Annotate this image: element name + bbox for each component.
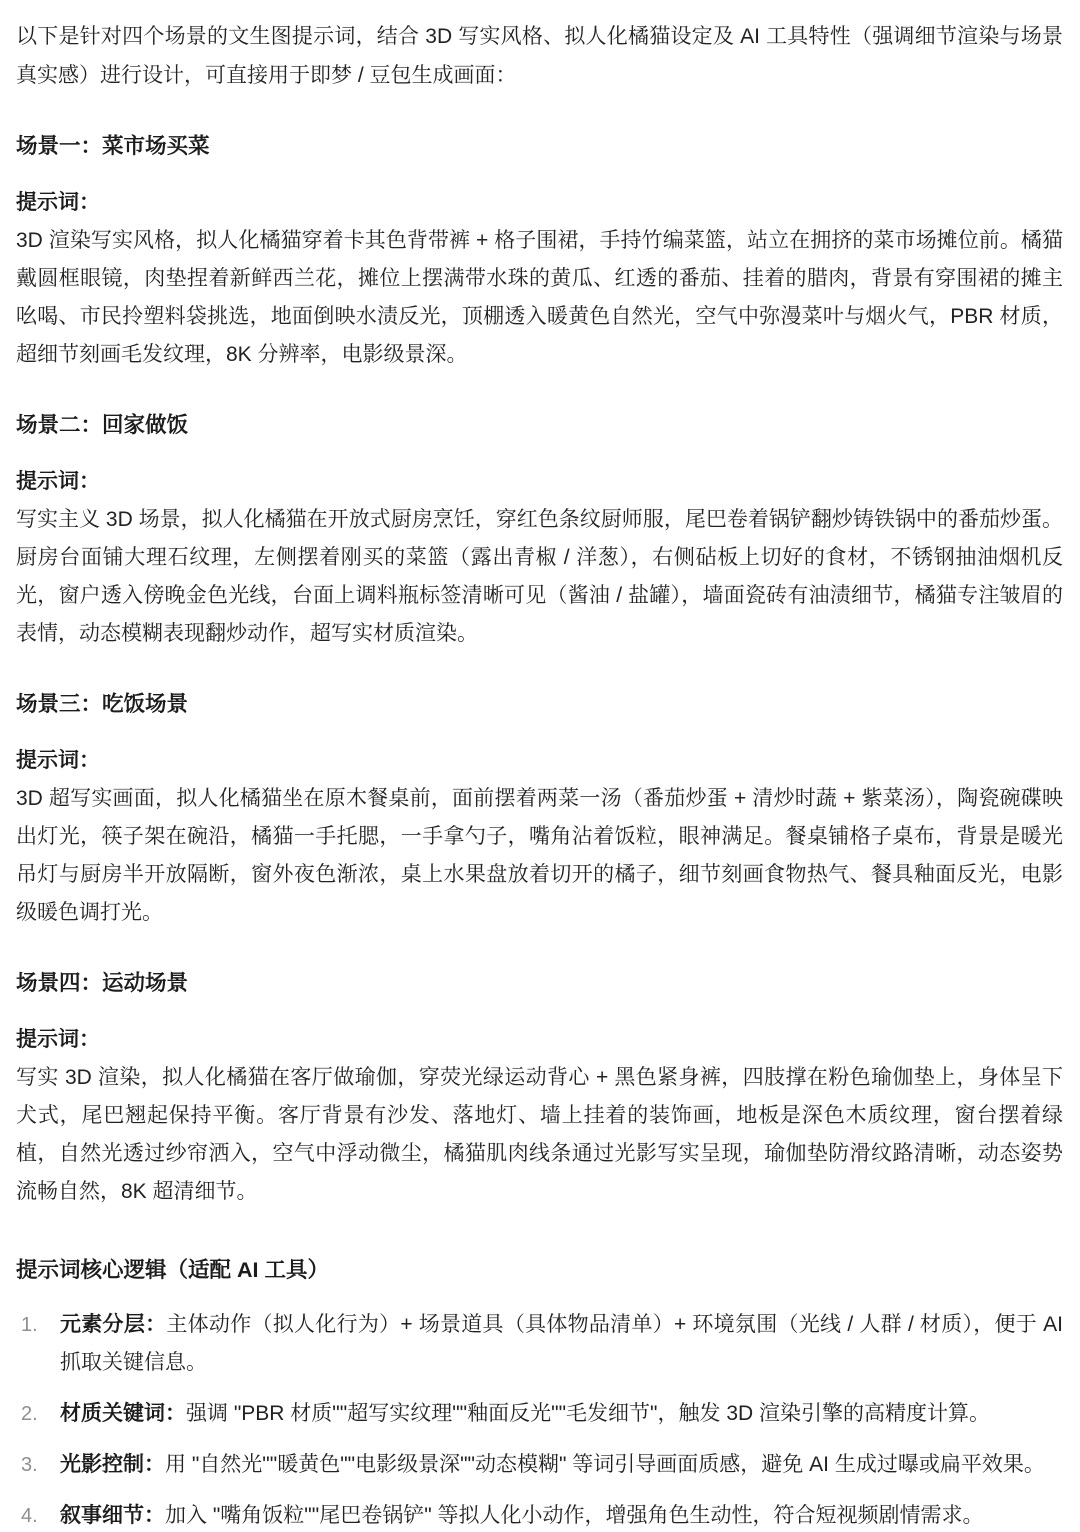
scene-section-eating bbox=[16, 689, 1063, 932]
list-number: 1. bbox=[21, 1314, 38, 1336]
scene-2-prompt-text: 写实主义 3D 场景，拟人化橘猫在开放式厨房烹饪，穿红色条纹厨师服，尾巴卷着锅铲翻炒铸铁锅中的番茄炒蛋。厨房台面铺大理石纹理，左侧摆着刚买的菜篮（露出青椒 / 洋葱），右侧砧板上切好的食材，不锈钢抽油烟机反光，窗户透入傍晚金色光线，台面上调料瓶标签清晰可见（酱油 / 盐罐），墙面瓷砖有油渍细节，橘猫专注皱眉的表情，动态模糊表现翻炒动作，超写实材质渲染。 bbox=[16, 508, 1063, 645]
scene-1-prompt-label: 提示词： bbox=[16, 191, 100, 214]
scene-3-title: 场景三：吃饭场景 bbox=[16, 692, 189, 716]
logic-item-2 bbox=[16, 1395, 1063, 1433]
logic-item-3 bbox=[16, 1446, 1063, 1484]
scene-1-title: 场景一：菜市场买菜 bbox=[16, 134, 210, 158]
logic-item-3-label: 光影控制： bbox=[60, 1453, 165, 1476]
logic-item-3-content bbox=[60, 1446, 1063, 1484]
logic-item-4-label: 叙事细节： bbox=[60, 1504, 165, 1527]
scene-3-prompt-label: 提示词： bbox=[16, 749, 100, 772]
scene-4-prompt-label: 提示词： bbox=[16, 1028, 100, 1051]
scene-2-prompt-label: 提示词： bbox=[16, 470, 100, 493]
logic-item-4 bbox=[16, 1497, 1063, 1532]
logic-item-1-text: 主体动作（拟人化行为）+ 场景道具（具体物品清单）+ 环境氛围（光线 / 人群 / 材质），便于 AI 抓取关键信息。 bbox=[60, 1313, 1063, 1374]
scene-1-prompt-text: 3D 渲染写实风格，拟人化橘猫穿着卡其色背带裤 + 格子围裙，手持竹编菜篮，站立在拥挤的菜市场摊位前。橘猫戴圆框眼镜，肉垫捏着新鲜西兰花，摊位上摆满带水珠的黄瓜、红透的番茄、挂着的腊肉，背景有穿围裙的摊主吆喝、市民拎塑料袋挑选，地面倒映水渍反光，顶棚透入暖黄色自然光，空气中弥漫菜叶与烟火气，PBR 材质，超细节刻画毛发纹理，8K 分辨率，电影级景深。 bbox=[16, 229, 1063, 366]
scene-4-title: 场景四：运动场景 bbox=[16, 971, 189, 995]
logic-item-4-content bbox=[60, 1497, 1063, 1532]
scene-section-cooking bbox=[16, 410, 1063, 653]
logic-item-1-content bbox=[60, 1306, 1063, 1382]
logic-heading: 提示词核心逻辑（适配 AI 工具） bbox=[16, 1258, 329, 1282]
list-number: 2. bbox=[21, 1403, 38, 1425]
logic-item-2-content bbox=[60, 1395, 1063, 1433]
scene-section-market bbox=[16, 131, 1063, 374]
scene-2-title: 场景二：回家做饭 bbox=[16, 413, 189, 437]
logic-section bbox=[16, 1255, 1063, 1532]
list-number: 4. bbox=[21, 1505, 38, 1527]
logic-item-2-label: 材质关键词： bbox=[60, 1402, 186, 1425]
scene-3-prompt-text: 3D 超写实画面，拟人化橘猫坐在原木餐桌前，面前摆着两菜一汤（番茄炒蛋 + 清炒时蔬 + 紫菜汤），陶瓷碗碟映出灯光，筷子架在碗沿，橘猫一手托腮，一手拿勺子，嘴角沾着饭粒，眼神满足。餐桌铺格子桌布，背景是暖光吊灯与厨房半开放隔断，窗外夜色渐浓，桌上水果盘放着切开的橘子，细节刻画食物热气、餐具釉面反光，电影级暖色调打光。 bbox=[16, 787, 1063, 924]
logic-item-1-label: 元素分层： bbox=[60, 1313, 167, 1336]
list-number: 3. bbox=[21, 1454, 38, 1476]
scene-section-exercise bbox=[16, 968, 1063, 1211]
logic-item-3-text: 用 "自然光""暖黄色""电影级景深""动态模糊" 等词引导画面质感，避免 AI 生成过曝或扁平效果。 bbox=[165, 1453, 1045, 1476]
intro-paragraph: 以下是针对四个场景的文生图提示词，结合 3D 写实风格、拟人化橘猫设定及 AI 工具特性（强调细节渲染与场景真实感）进行设计，可直接用于即梦 / 豆包生成画面： bbox=[16, 25, 1063, 87]
logic-list bbox=[16, 1306, 1063, 1532]
logic-item-1 bbox=[16, 1306, 1063, 1382]
scene-4-prompt-text: 写实 3D 渲染，拟人化橘猫在客厅做瑜伽，穿荧光绿运动背心 + 黑色紧身裤，四肢撑在粉色瑜伽垫上，身体呈下犬式，尾巴翘起保持平衡。客厅背景有沙发、落地灯、墙上挂着的装饰画，地板是深色木质纹理，窗台摆着绿植，自然光透过纱帘洒入，空气中浮动微尘，橘猫肌肉线条通过光影写实呈现，瑜伽垫防滑纹路清晰，动态姿势流畅自然，8K 超清细节。 bbox=[16, 1066, 1063, 1203]
logic-item-2-text: 强调 "PBR 材质""超写实纹理""釉面反光""毛发细节"，触发 3D 渲染引擎的高精度计算。 bbox=[186, 1402, 990, 1425]
logic-item-4-text: 加入 "嘴角饭粒""尾巴卷锅铲" 等拟人化小动作，增强角色生动性，符合短视频剧情需求。 bbox=[165, 1504, 984, 1527]
